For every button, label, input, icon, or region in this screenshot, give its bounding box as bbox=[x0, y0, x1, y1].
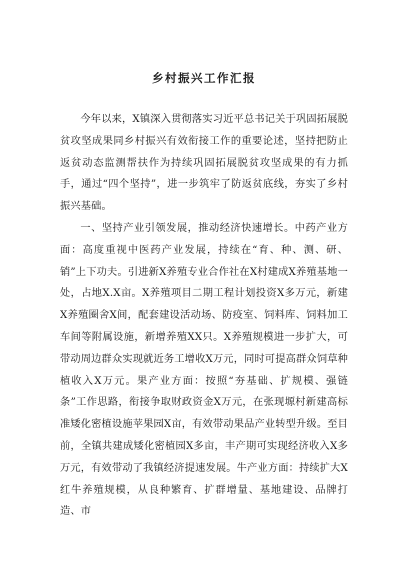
paragraph-intro: 今年以来，X镇深入贯彻落实习近平总书记关于巩固拓展脱贫攻坚成果同乡村振兴有效衔接工作的重要论述，坚持把防止返贫动态监测帮扶作为持续巩固拓展脱贫攻坚成果的有力抓手，通过“四个坚持”，进一步筑牢了防返贫底线，夯实了乡村振兴基础。 bbox=[60, 114, 348, 213]
paragraph-section-one: 一、坚持产业引领发展，推动经济快速增长。中药产业方面：高度重视中医药产业发展，持续在“育、种、测、研、销”上下功夫。引进新X养殖专业合作社在X村建成X养殖基地一处，占地X.X亩。X养殖项目二期工程计划投资X多万元，新建X养殖圈舍X间，配套建设活动场、防疫室、饲料库、饲料加工车间等附属设施，新增养殖XX只。X养殖规模进一步扩大，可带动周边群众实现就近务工增收X万元，同时可提高群众饲草种植收入X万元。果产业方面：按照“夯基础、扩规模、强链条”工作思路，衔接争取财政资金X万元，在张现塬村新建高标准矮化密植设施苹果园X亩，有效带动果品产业转型升级。至目前，全镇共建成矮化密植园X多亩，丰产期可实现经济收入X多万元，有效带动了我镇经济提速发展。牛产业方面：持续扩大X红牛养殖规模，从良种繁育、扩群增量、基地建设、品牌打造、市 bbox=[60, 222, 348, 518]
document-title: 乡村振兴工作汇报 bbox=[152, 71, 256, 85]
